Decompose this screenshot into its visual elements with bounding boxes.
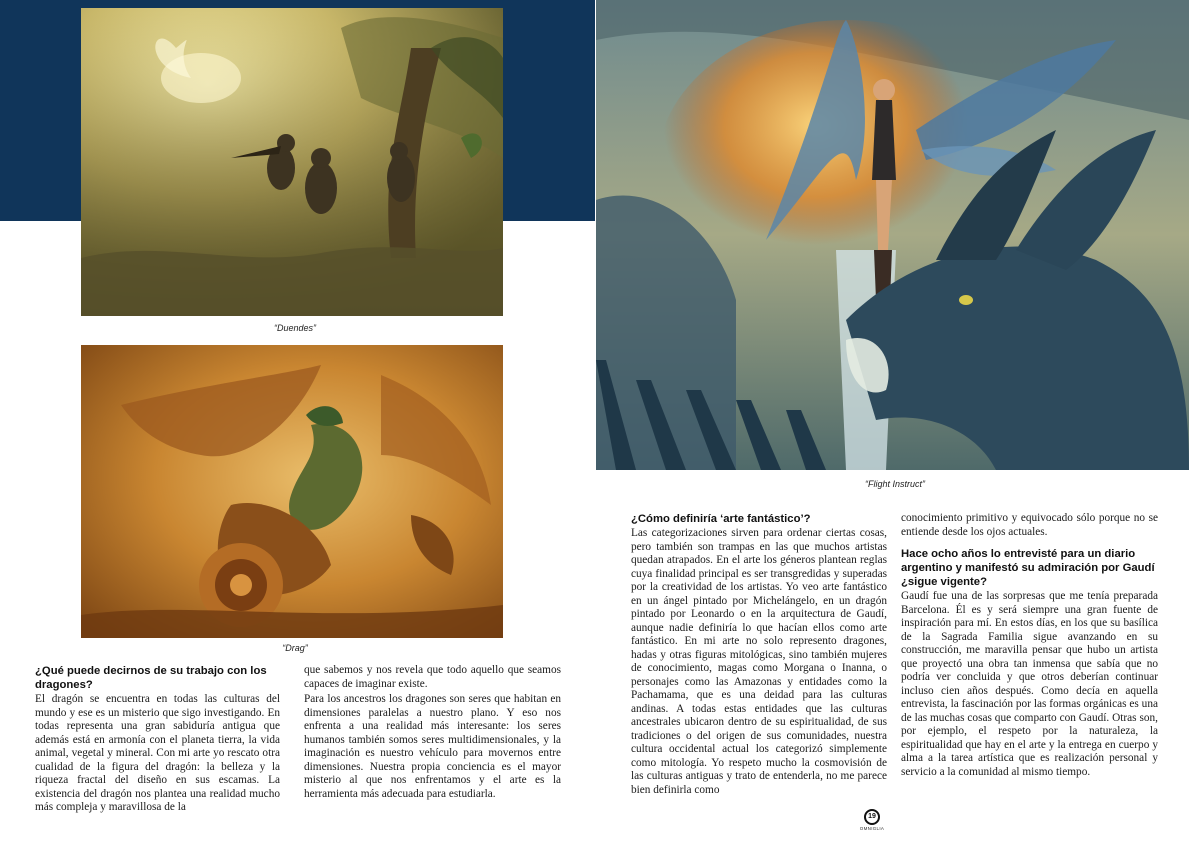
answer-gaudi-paragraph: Gaudí fue una de las sorpresas que me tenía preparada Barcelona. Él es y será siempre una gran fuente de inspiración para mí. En estos días, en los que su basílica de la Sagrada Familia sigue avanzando en su construcción, me maravilla pensar que hubo un artista que proyectó una obra tan inmensa que sabía que no podría ver concluida y que otros deberían continuar incluso cien años después. Como decía en aquella entrevista, la fascinación por las formas orgánicas es una de las muchas cosas que comparto con Gaudí. Otras son, por ejemplo, el respeto por la naturaleza, la espiritualidad que hay en el arte y la entrega en cuerpo y alma a la tarea artística que es realización personal y servicio a la comunidad al mismo tiempo.	[901, 590, 1158, 778]
duendes-painting	[81, 8, 503, 316]
magazine-logo-icon	[864, 809, 880, 825]
text-column-1	[35, 664, 280, 817]
flight-instruct-painting	[596, 0, 1189, 470]
question-fantastic-art: ¿Cómo definiría ‘arte fantástico’?	[631, 513, 811, 525]
answer-dragons-paragraph: El dragón se encuentra en todas las culturas del mundo y ese es un misterio que sigo investigando. En todas representa una gran sabiduría antigua que además está en armonía con el planeta tierra, la vida animal, vegetal y mineral. Con mi arte yo rescato otra cualidad de la figura del dragón: la belleza y la riqueza fractal del diseño en sus escamas. La existencia del dragón nos plantea una realidad mucho más compleja y maravillosa de la	[35, 693, 280, 813]
page-footer	[857, 809, 887, 831]
duendes-caption: “Duendes”	[273, 323, 317, 333]
drag-caption: “Drag”	[282, 643, 308, 653]
answer-fantastic-art-paragraph: Las categorizaciones sirven para ordenar ciertas cosas, pero también son trampas en las que muchos artistas quedan atrapados. En el arte los géneros plantean reglas cuya finalidad principal es ser transgredidas y superadas por la creatividad de los artistas. Yo veo arte fantástico en un ángel pintado por Michelángelo, en un dragón pintado por Leonardo o en la arquitectura de Gaudí, aunque nadie definiría lo que hacían ellos como arte fantástico. En mi arte no solo represento dragones, hadas y otras figuras mitológicas, sino también mujeres de conocimiento, magas como Morgana o Inanna, o personajes como las Amazonas y entidades como la Pachamama, que es una deidad para las culturas andinas. A todas estas entidades que las culturas ancestrales ubicaron dentro de su espiritualidad, de sus tradiciones o del origen de sus comunidades, nuestra cultura occidental actual los categorizó simplemente como mitología. Yo respeto mucho la cosmovisión de las culturas antiguas y trato de entenderla, no me parece bien definirla como	[631, 527, 887, 796]
answer-dragons-paragraph-2: Para los ancestros los dragones son seres que habitan en dimensiones paralelas a nuestro plano. Y eso nos enfrenta a una realidad más interesante: los seres humanos también somos seres multidimensionales, y la imaginación es nuestro vehículo para movernos entre dimensiones. Nuestra propia conciencia es el mayor misterio al que nos enfrentamos y el arte es la herramienta más adecuada para estudiarla.	[304, 693, 561, 800]
page-number: 19	[868, 813, 876, 820]
brand-name: OMNIGLIA	[859, 826, 885, 831]
answer-fantastic-art-continuation: conocimiento primitivo y equivocado sólo porque no se entiende desde los ojos actuales.	[901, 512, 1158, 538]
question-dragons: ¿Qué puede decirnos de su trabajo con los dragones?	[35, 665, 267, 691]
question-gaudi: Hace ocho años lo entrevisté para un diario argentino y manifestó su admiración por Gaudí ¿sigue vigente?	[901, 548, 1155, 588]
answer-dragons-continuation: que sabemos y nos revela que todo aquello que seamos capaces de imaginar existe.	[304, 664, 561, 690]
text-column-3	[631, 512, 887, 799]
text-column-2	[304, 664, 561, 803]
text-column-4	[901, 512, 1158, 781]
dragon-painting	[81, 345, 503, 638]
flight-instruct-caption: “Flight Instruct”	[864, 479, 925, 489]
